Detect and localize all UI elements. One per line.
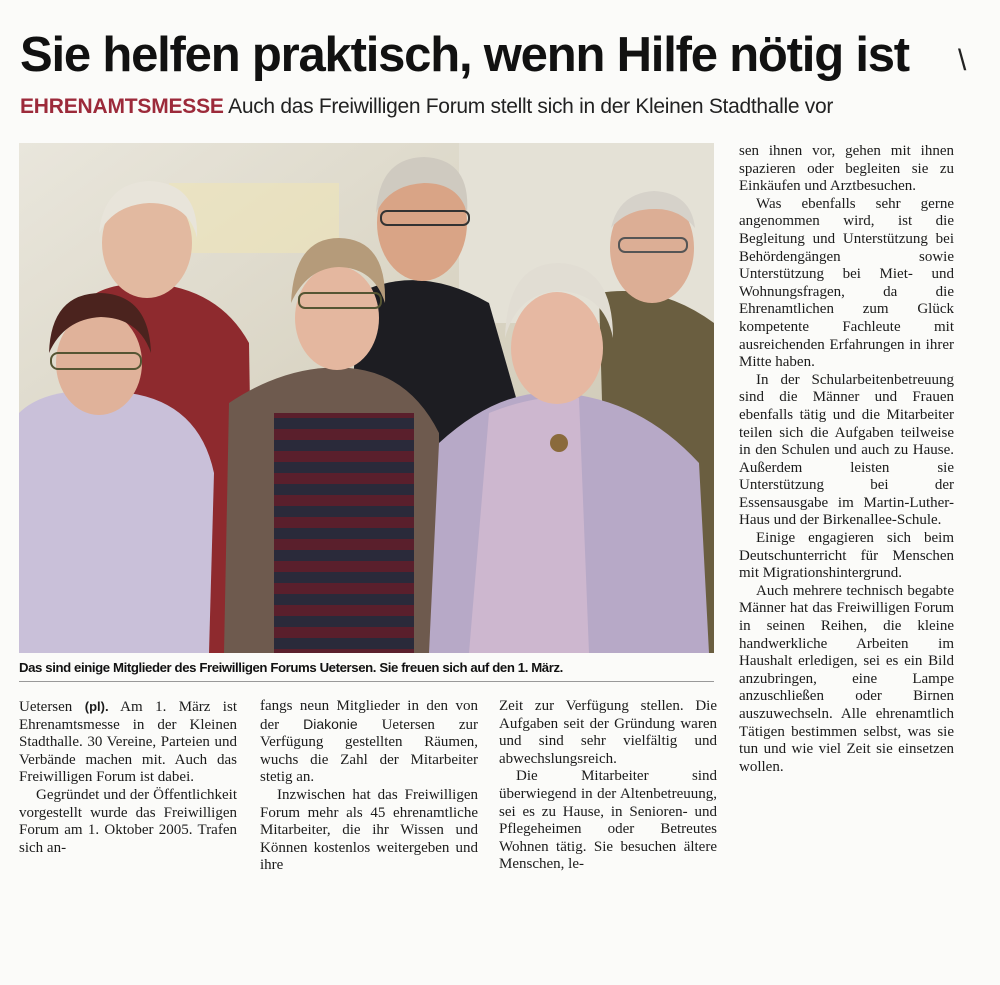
subheadline: Auch das Freiwilligen Forum stellt sich in der Kleinen Stadthalle vor: [228, 95, 834, 118]
article-paragraph: Die Mitarbeiter sind überwiegend in der Altenbetreuung, sei es zu Hause, in Senioren- und Pflegeheimen oder Betreutes Wohnen tätig. Sie besuchen ältere Menschen, le-: [499, 768, 717, 873]
paragraph-text: Am 1. März ist Ehrenamtsmesse in der Kleinen Stadthalle. 30 Vereine, Parteien und Verbände machen mit. Auch das Freiwilligen Forum ist dabei.: [19, 699, 237, 786]
article-paragraph: Was ebenfalls sehr gerne angenommen wird, ist die Begleitung und Unterstützung bei Behördengängen sowie Unterstützung bei Miet- und Wohnungsfragen, da die Ehrenamtlichen zum Glück kompetente Fachleute mit ausreichenden Erfahrungen in ihrer Mitte haben.: [739, 195, 954, 371]
article-paragraph: Zeit zur Verfügung stellen. Die Aufgaben seit der Gründung waren und sind sehr vielfältig und abwechslungsreich.: [499, 698, 717, 767]
article-column-2: [260, 698, 478, 875]
article-paragraph: Auch mehrere technisch begabte Männer hat das Freiwilligen Forum in seinen Reihen, die kleine handwerkliche Arbeiten im Haushalt erledigen, sei es ein Bild anzubringen, eine Lampe anzuschließen oder Birnen auszuwechseln. Alle ehrenamtlich Tätigen bestimmen selbst, was sie tun und wie viel Zeit sie einsetzen wollen.: [739, 582, 954, 775]
group-photo: [19, 143, 714, 653]
article-column-3: [499, 698, 717, 874]
article-column-1: [19, 698, 237, 857]
byline-tag: (pl).: [84, 699, 109, 714]
headline: Sie helfen praktisch, wenn Hilfe nötig ist: [20, 28, 909, 82]
headline-mark: \: [958, 44, 967, 77]
article-paragraph: Gegründet und der Öffentlichkeit vorgestellt wurde das Freiwilligen Forum am 1. Oktober 2005. Trafen sich an-: [19, 786, 237, 856]
article-column-4: [739, 143, 954, 776]
article-paragraph: [260, 698, 478, 787]
paragraph-text: fangs neun Mitglieder in den von der: [260, 698, 478, 733]
article-paragraph: sen ihnen vor, gehen mit ihnen spazieren oder begleiten sie zu Einkäufen und Arztbesuchen.: [739, 143, 954, 195]
article-paragraph: [19, 698, 237, 787]
dateline-place: Uetersen: [19, 699, 73, 715]
photo-caption: Das sind einige Mitglieder des Freiwilligen Forums Uetersen. Sie freuen sich auf den 1. März.: [19, 655, 714, 682]
article-paragraph: Einige engagieren sich beim Deutschunterricht für Menschen mit Migrationshintergrund.: [739, 530, 954, 582]
organization-name: Diakonie: [303, 715, 358, 732]
paragraph-text: Uetersen zur Verfügung gestellten Räumen, wuchs die Zahl der Mitarbeiter stetig an.: [260, 716, 479, 786]
subheadline-row: [20, 93, 980, 121]
article-paragraph: In der Schularbeitenbetreuung sind die Männer und Frauen ebenfalls tätig und die Mitarbeiter teilen sich die Aufgaben teilweise in den Schulen und auch zu Hause. Außerdem leisten sie Unterstützung bei der Essensausgabe im Martin-Luther-Haus und der Birkenallee-Schule.: [739, 371, 954, 529]
section-kicker: EHRENAMTSMESSE: [20, 95, 224, 118]
article-paragraph: Inzwischen hat das Freiwilligen Forum mehr als 45 ehrenamtliche Mitarbeiter, die ihr Wissen und Können kostenlos weitergeben und ihre: [260, 786, 478, 874]
